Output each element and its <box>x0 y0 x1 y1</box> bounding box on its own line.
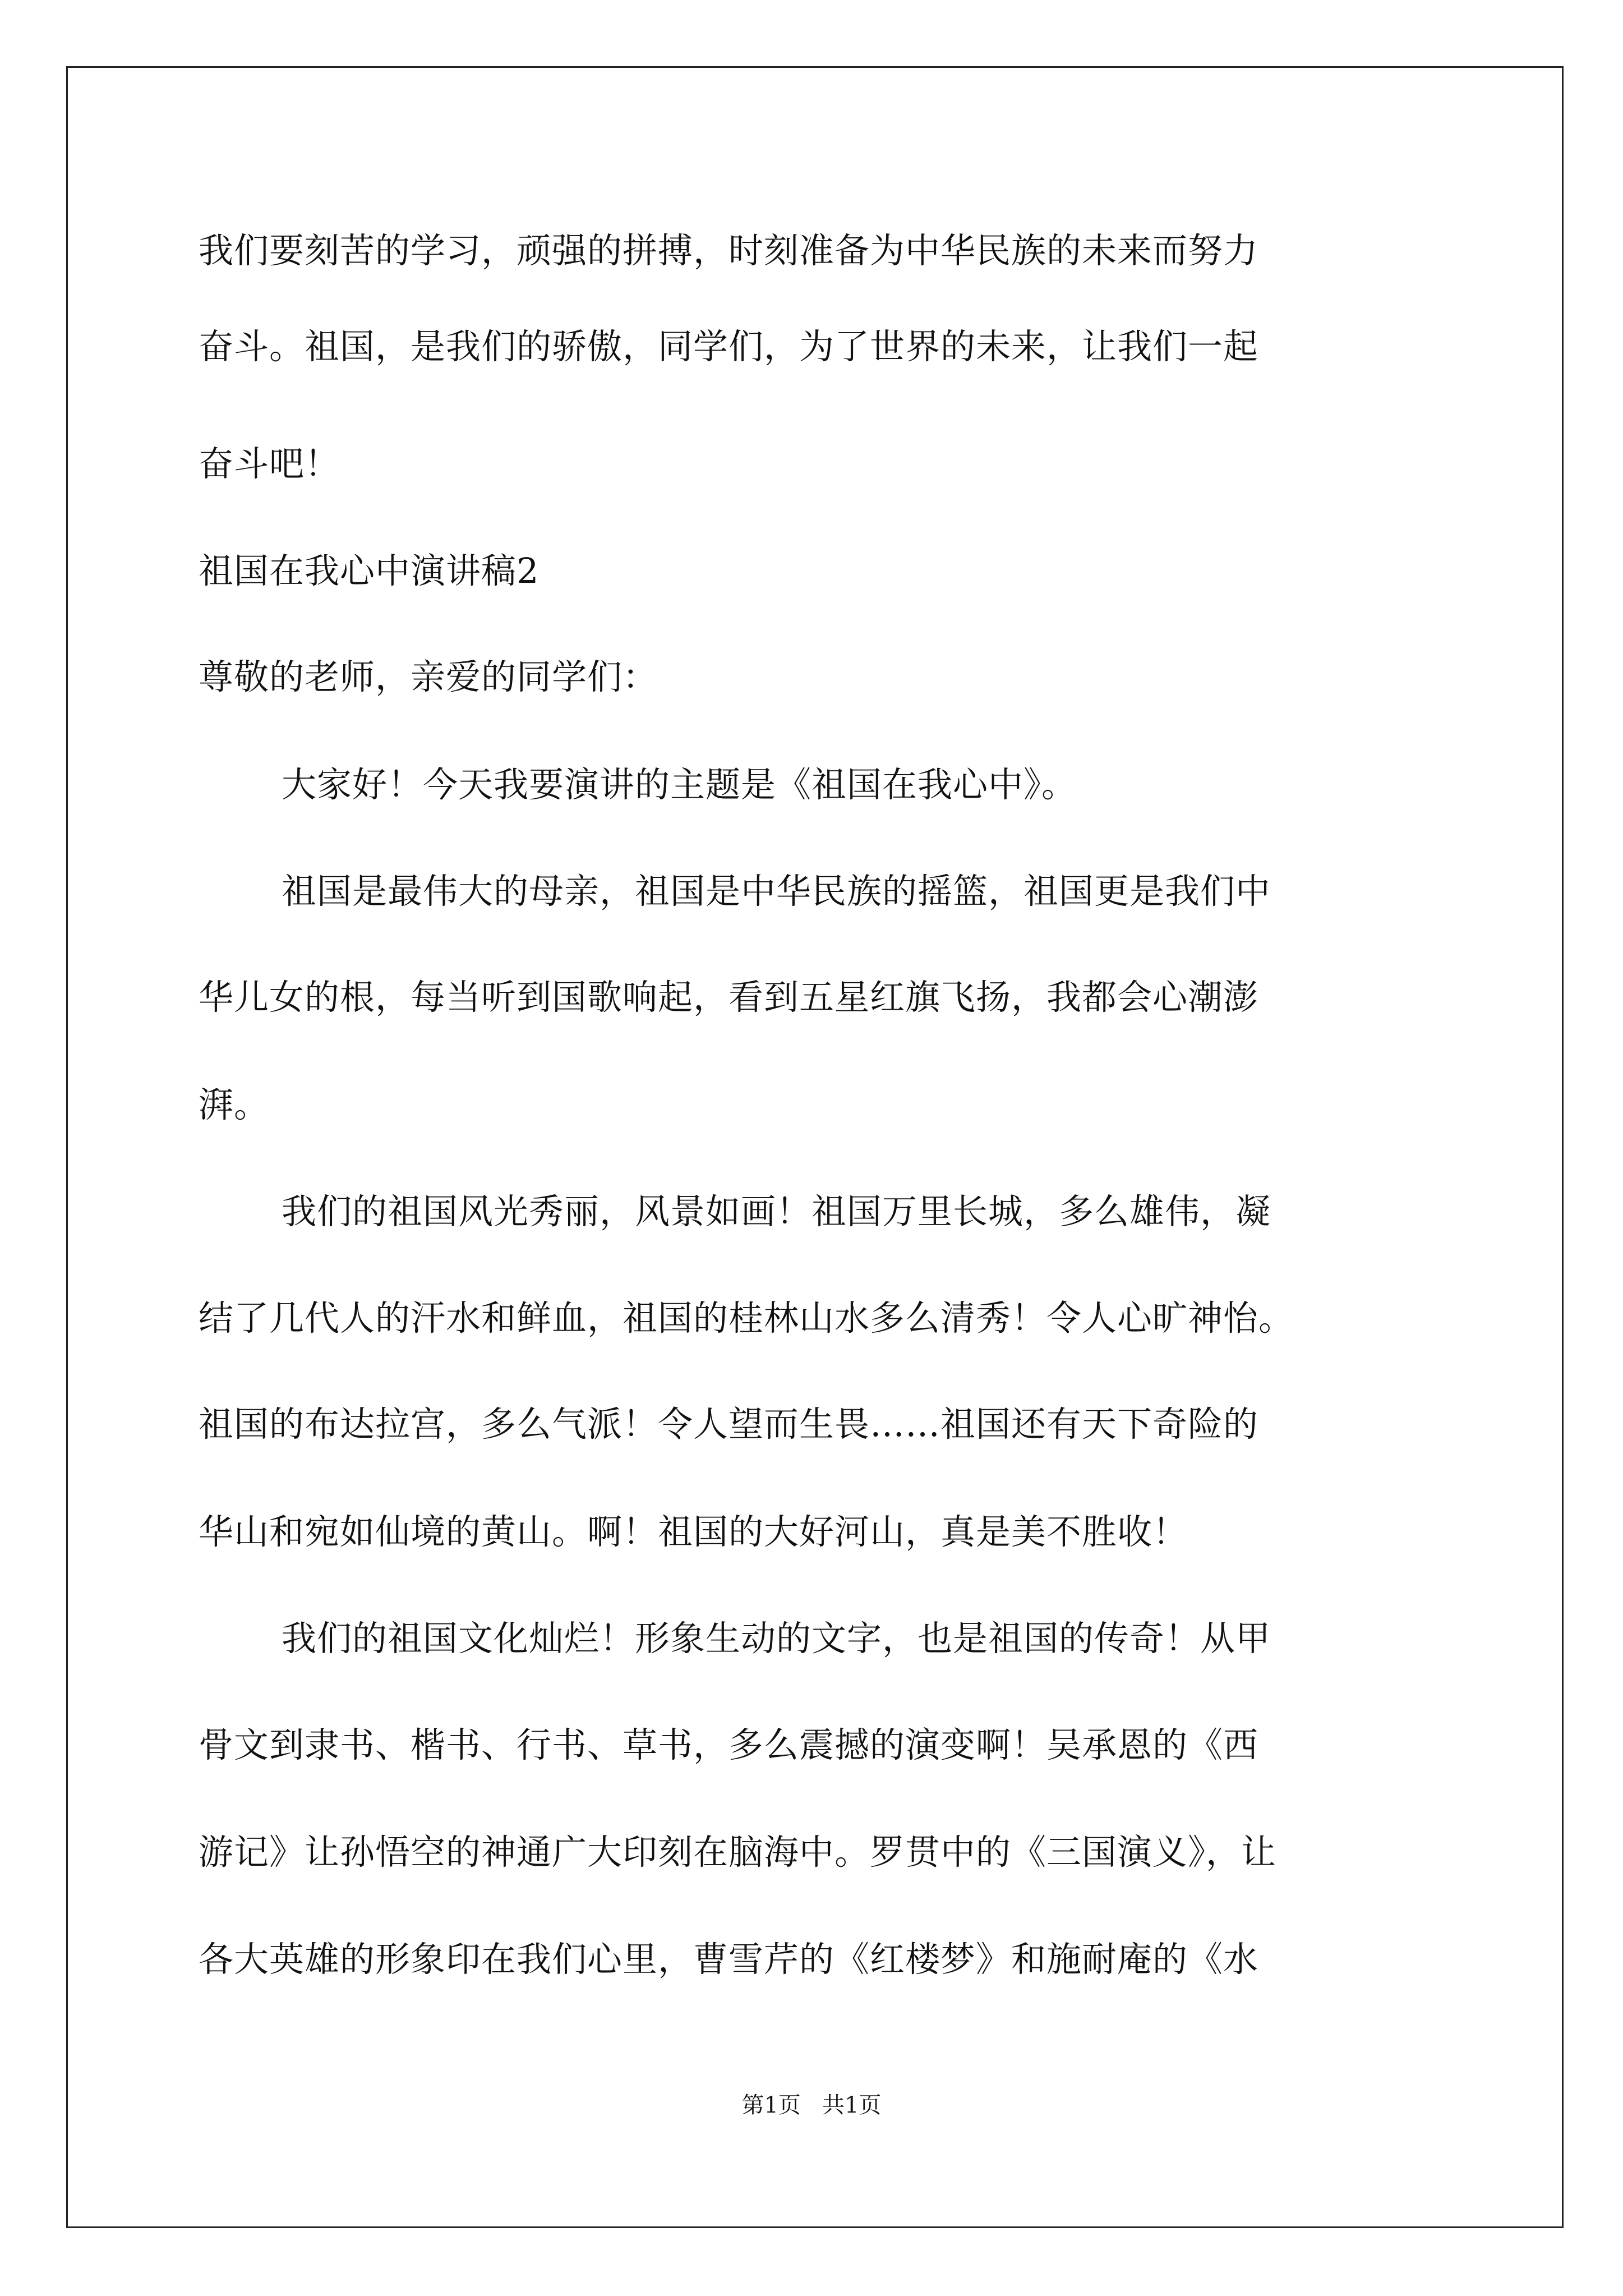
text-line: 结了几代人的汗水和鲜血，祖国的桂林山水多么清秀！令人心旷神怡。 <box>199 1297 1294 1338</box>
section-heading: 祖国在我心中演讲稿2 <box>199 550 540 591</box>
text-line: 华山和宛如仙境的黄山。啊！祖国的大好河山，真是美不胜收！ <box>199 1511 1188 1552</box>
text-line: 奋斗吧！ <box>199 443 340 484</box>
text-line: 骨文到隶书、楷书、行书、草书，多么震撼的演变啊！吴承恩的《西 <box>199 1724 1259 1765</box>
page-number-footer: 第1页 共1页 <box>741 2092 882 2118</box>
text-line: 祖国的布达拉宫，多么气派！令人望而生畏……祖国还有天下奇险的 <box>199 1404 1259 1444</box>
text-line: 大家好！今天我要演讲的主题是《祖国在我心中》。 <box>282 764 1077 805</box>
text-line: 祖国是最伟大的母亲，祖国是中华民族的摇篮，祖国更是我们中 <box>282 871 1271 912</box>
text-line: 游记》让孙悟空的神通广大印刻在脑海中。罗贯中的《三国演义》，让 <box>199 1832 1277 1872</box>
text-line: 华儿女的根，每当听到国歌响起，看到五星红旗飞扬，我都会心潮澎 <box>199 977 1259 1018</box>
text-line: 我们的祖国风光秀丽，风景如画！祖国万里长城，多么雄伟，凝 <box>282 1191 1271 1232</box>
text-line: 各大英雄的形象印在我们心里，曹雪芹的《红楼梦》和施耐庵的《水 <box>199 1939 1259 1980</box>
text-line: 湃。 <box>199 1084 270 1125</box>
text-line: 奋斗。祖国，是我们的骄傲，同学们，为了世界的未来，让我们一起 <box>199 326 1259 367</box>
page-border <box>66 66 1564 2228</box>
salutation: 尊敬的老师，亲爱的同学们： <box>199 656 658 697</box>
text-line: 我们要刻苦的学习，顽强的拼搏，时刻准备为中华民族的未来而努力 <box>199 230 1259 271</box>
text-line: 我们的祖国文化灿烂！形象生动的文字，也是祖国的传奇！从甲 <box>282 1618 1271 1659</box>
